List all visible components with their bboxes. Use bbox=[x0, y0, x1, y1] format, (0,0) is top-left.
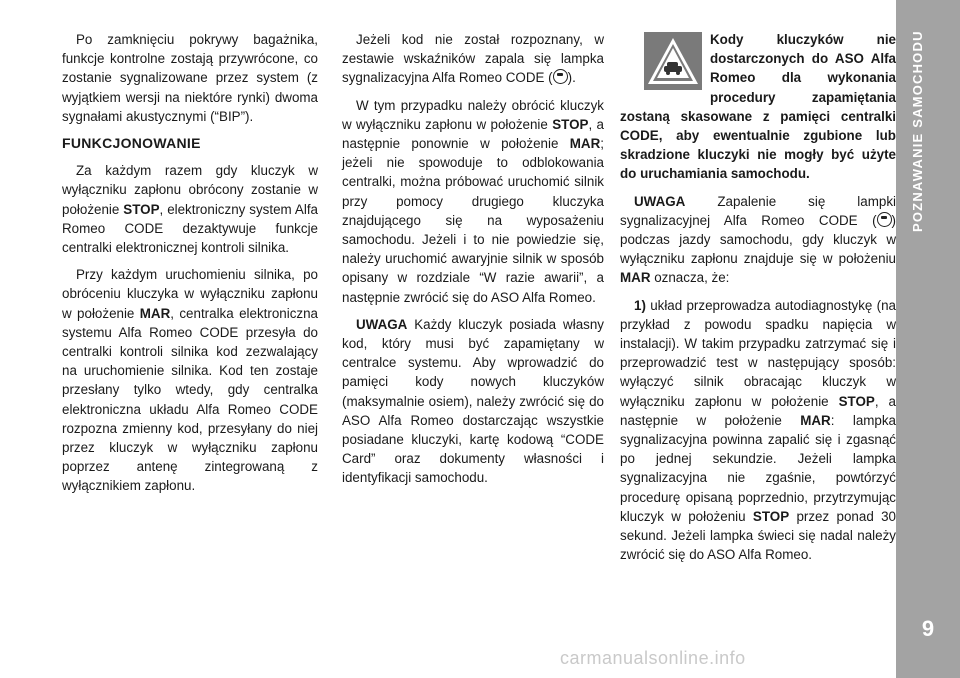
paragraph bbox=[342, 315, 604, 488]
list-number: 1) bbox=[634, 297, 646, 313]
text: ) podczas jazdy samochodu, gdy kluczyk w wyłączniku zapłonu znajduje się w położeniu bbox=[620, 212, 896, 267]
chapter-title: POZNAWANIE SAMOCHODU bbox=[910, 30, 925, 232]
keyword-stop: STOP bbox=[838, 393, 875, 409]
warning-text: Kody kluczyków nie dostarczonych do ASO Alfa Romeo dla wykonania procedury zapamiętania zostaną skasowane z pamięci centralki CODE, aby ewentualnie zgubione lub skradzione kluczyki nie mogły być użyte do uruchamiania samochodu. bbox=[620, 32, 896, 182]
text: przez ponad 30 sekund. Jeżeli lampka świeci się nadal należy zwrócić się do ASO Alfa Romeo. bbox=[620, 508, 896, 563]
keyword-stop: STOP bbox=[123, 201, 160, 217]
paragraph bbox=[620, 296, 896, 565]
watermark: carmanualsonline.info bbox=[560, 648, 746, 668]
keyword-mar: MAR bbox=[569, 136, 601, 152]
warning-paragraph bbox=[620, 30, 896, 184]
code-key-icon bbox=[553, 69, 568, 84]
page-number: 9 bbox=[921, 616, 935, 641]
text: , elektroniczny system Alfa Romeo CODE dezaktywuje funkcje centralki elektronicznej kontroli silnika. bbox=[62, 201, 318, 256]
column-middle bbox=[342, 30, 604, 496]
text: Za każdym razem gdy kluczyk w wyłączniku zapłonu obrócony zostanie w położenie bbox=[62, 163, 318, 217]
text: ). bbox=[567, 70, 576, 86]
keyword-mar: MAR bbox=[139, 305, 171, 321]
column-right bbox=[620, 30, 896, 572]
text: : lampka sygnalizacyjna powinna zapalić się i zgasnąć po jednej sekundzie. Jeżeli lampka sygnalizacyjna nie zgaśnie, powtórzyć procedurę opisaną poprzednio, przytrzymując kluczyk w położeniu bbox=[620, 412, 897, 524]
keyword-stop: STOP bbox=[552, 116, 589, 132]
paragraph bbox=[62, 161, 318, 257]
text: , a następnie w położenie bbox=[620, 393, 897, 428]
text: oznacza, że: bbox=[650, 270, 730, 286]
warning-car-icon bbox=[644, 32, 702, 90]
keyword-stop: STOP bbox=[752, 508, 790, 524]
note-label: UWAGA bbox=[356, 316, 408, 332]
text: Każdy kluczyk posiada własny kod, który musi być zapamiętany w centralce systemu. Aby wprowadzić do pamięci kody nowych kluczyków (maksymalnie osiem), należy zwrócić się do ASO Alfa Romeo dostarczając wszystkie posiadane kluczyki, kartę kodową “CODE Card” oraz dokumenty własności i identyfikacji samochodu. bbox=[342, 316, 604, 486]
text: Zapalenie się lampki sygnalizacyjnej Alfa Romeo CODE ( bbox=[620, 193, 896, 228]
code-key-icon bbox=[877, 212, 892, 227]
note-label: UWAGA bbox=[634, 193, 686, 209]
paragraph bbox=[620, 192, 896, 288]
column-left bbox=[62, 30, 318, 504]
text: układ przeprowadza autodiagnostykę (na przykład z powodu spadku napięcia w instalacji). W takim przypadku zatrzymać się i przeprowadzić test w następujący sposób: wyłączyć silnik obracając kluczyk w wyłączniku zapłonu w położenie bbox=[620, 297, 896, 409]
text: ; jeżeli nie spowoduje to odblokowania centralki, można próbować uruchomić silnik przy pomocy drugiego kluczyka znajdującego się na wyposażeniu samochodu. Jeżeli i to nie powiedzie się, należy uruchomić awaryjnie silnik w sposób opisany w rozdziale “W razie awarii”, a następnie zwrócić się do ASO Alfa Romeo. bbox=[342, 136, 604, 305]
text: Jeżeli kod nie został rozpoznany, w zestawie wskaźników zapala się lampka sygnalizacyjna Alfa Romeo CODE ( bbox=[342, 32, 604, 86]
paragraph bbox=[342, 30, 604, 88]
text: W tym przypadku należy obrócić kluczyk w wyłączniku zapłonu w położenie bbox=[342, 97, 604, 132]
text: , centralka elektroniczna systemu Alfa Romeo CODE przesyła do centralki kontroli silnika kod zezwalający na uruchomienie silnika. Kod ten zostaje przesłany tylko wtedy, gdy centralka elektroniczna układu Alfa Romeo CODE rozpozna zmienny kod, przesyłany do niej przez kluczyk w wyłączniku zapłonu poprzez antenę zintegrowaną z wyłącznikiem zapłonu. bbox=[62, 305, 318, 494]
keyword-mar: MAR bbox=[620, 270, 651, 286]
paragraph bbox=[342, 96, 604, 307]
text: , a następnie ponownie w położenie bbox=[342, 116, 605, 152]
chapter-sidebar bbox=[896, 0, 960, 678]
text: Przy każdym uruchomieniu silnika, po obróceniu kluczyka w wyłączniku zapłonu w położenie bbox=[62, 267, 318, 321]
paragraph: Po zamknięciu pokrywy bagażnika, funkcje kontrolne zostają przywrócone, co zostanie sygnalizowane przez system (z wyjątkiem wersji na niektóre rynki) dwoma sygnałami akustycznymi (“BIP”). bbox=[62, 32, 318, 124]
paragraph bbox=[62, 265, 318, 495]
section-heading: FUNKCJONOWANIE bbox=[62, 135, 201, 152]
keyword-mar: MAR bbox=[800, 412, 831, 428]
